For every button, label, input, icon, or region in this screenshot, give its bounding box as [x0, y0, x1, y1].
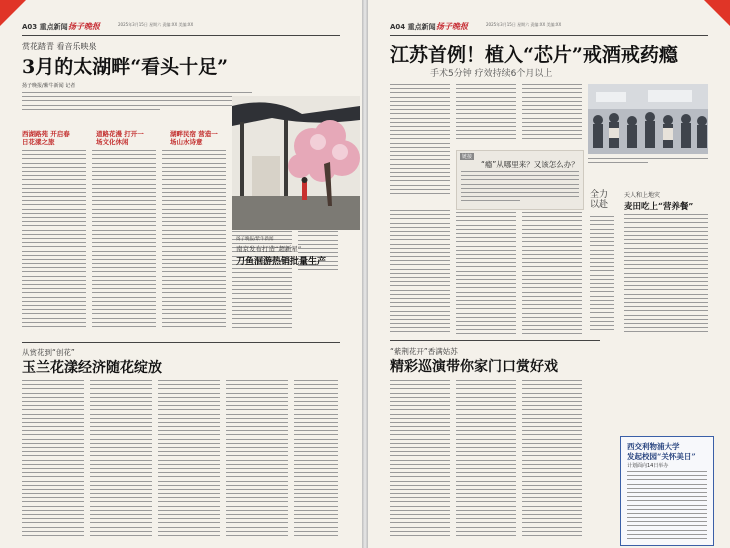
masthead-logo: 扬子晚报 — [68, 21, 100, 31]
bottom-kicker: “紫荆花开”香满姑苏 — [390, 347, 458, 356]
section-rule — [390, 340, 600, 341]
column-text — [390, 210, 450, 340]
pavilion-caption: 扬子晚报/紫牛新闻 — [236, 237, 274, 242]
highlight-headline-2: 发起校园“关怀美日” — [627, 452, 696, 461]
column-text — [90, 380, 152, 540]
bottom-headline: 精彩巡演带你家门口赏好戏 — [390, 359, 558, 375]
link-box — [456, 150, 584, 210]
column-text — [22, 150, 86, 340]
column-text — [22, 380, 84, 540]
middle-headline: 刀鱼洄游热销批量生产 — [236, 257, 327, 267]
column-text — [226, 380, 288, 540]
box-text — [461, 171, 579, 207]
rt-kicker: 天人和上地灾 — [624, 192, 661, 199]
lower-kicker: 从赏花到“创花” — [22, 348, 75, 357]
highlight-text — [627, 471, 707, 541]
column-text — [158, 380, 220, 540]
main-headline: 江苏首例！植入“芯片”戒酒戒药瘾 — [390, 44, 678, 66]
header-rule — [390, 35, 708, 36]
lead-paragraph — [22, 92, 252, 118]
section-title-3: 湖畔民宿 营造一场山水诗意 — [170, 130, 218, 146]
column-text — [522, 84, 582, 144]
highlight-headline-1: 西交利物浦大学 — [627, 442, 680, 451]
column-text — [522, 212, 582, 340]
subhead: 手术5分钟 疗效持续6个月以上 — [430, 69, 553, 79]
column-text — [390, 84, 450, 204]
middle-kicker: 南京发布打造“超新星” — [236, 245, 302, 253]
column-text — [456, 380, 516, 540]
left-newspaper-page — [0, 0, 362, 548]
column-text — [456, 212, 516, 340]
section-title-1: 西湖路苑 开启春日花漾之旅 — [22, 130, 70, 146]
column-text — [522, 380, 582, 540]
page-number: A04 重点新闻 — [390, 23, 436, 31]
side-title: 全力以赴 — [590, 190, 609, 210]
main-headline: 3月的太湖畔“看头十足” — [22, 56, 229, 78]
box-label: 链接 — [462, 154, 473, 160]
rt-headline: 麦田吃上“营养餐” — [624, 202, 694, 212]
lower-headline: 玉兰花漾经济随花绽放 — [22, 360, 162, 376]
page-number: A03 重点新闻 — [22, 23, 68, 31]
highlight-dateline: 计划面向14日举办 — [627, 463, 669, 469]
column-text — [294, 380, 338, 540]
section-title-2: 道路花漫 打开一场文化休闲 — [96, 130, 144, 146]
pavilion-photo — [232, 96, 360, 230]
side-text — [590, 216, 614, 336]
column-text — [390, 380, 450, 540]
masthead-logo: 扬子晚报 — [436, 21, 468, 31]
right-newspaper-page — [368, 0, 730, 548]
issue-meta: 2025年3月15日 星期六 责编:XX 美编:XX — [486, 22, 562, 27]
page-header — [390, 22, 708, 34]
column-text — [624, 214, 708, 334]
box-title: “瘾”从哪里来？又该怎么办？ — [481, 160, 579, 169]
crowd-photo — [588, 84, 708, 154]
byline: 扬子晚报/紫牛新闻 记者 — [22, 83, 76, 89]
highlight-box — [620, 436, 714, 546]
column-text — [456, 84, 516, 144]
photo-caption-lines — [588, 158, 708, 168]
main-kicker: 赏花踏青 看音乐映泉 — [22, 42, 97, 51]
header-rule — [22, 35, 340, 36]
column-text — [92, 150, 156, 340]
issue-meta: 2025年3月15日 星期六 责编:XX 美编:XX — [118, 22, 194, 27]
section-rule — [22, 342, 340, 343]
page-header — [22, 22, 340, 34]
column-text — [162, 150, 226, 340]
